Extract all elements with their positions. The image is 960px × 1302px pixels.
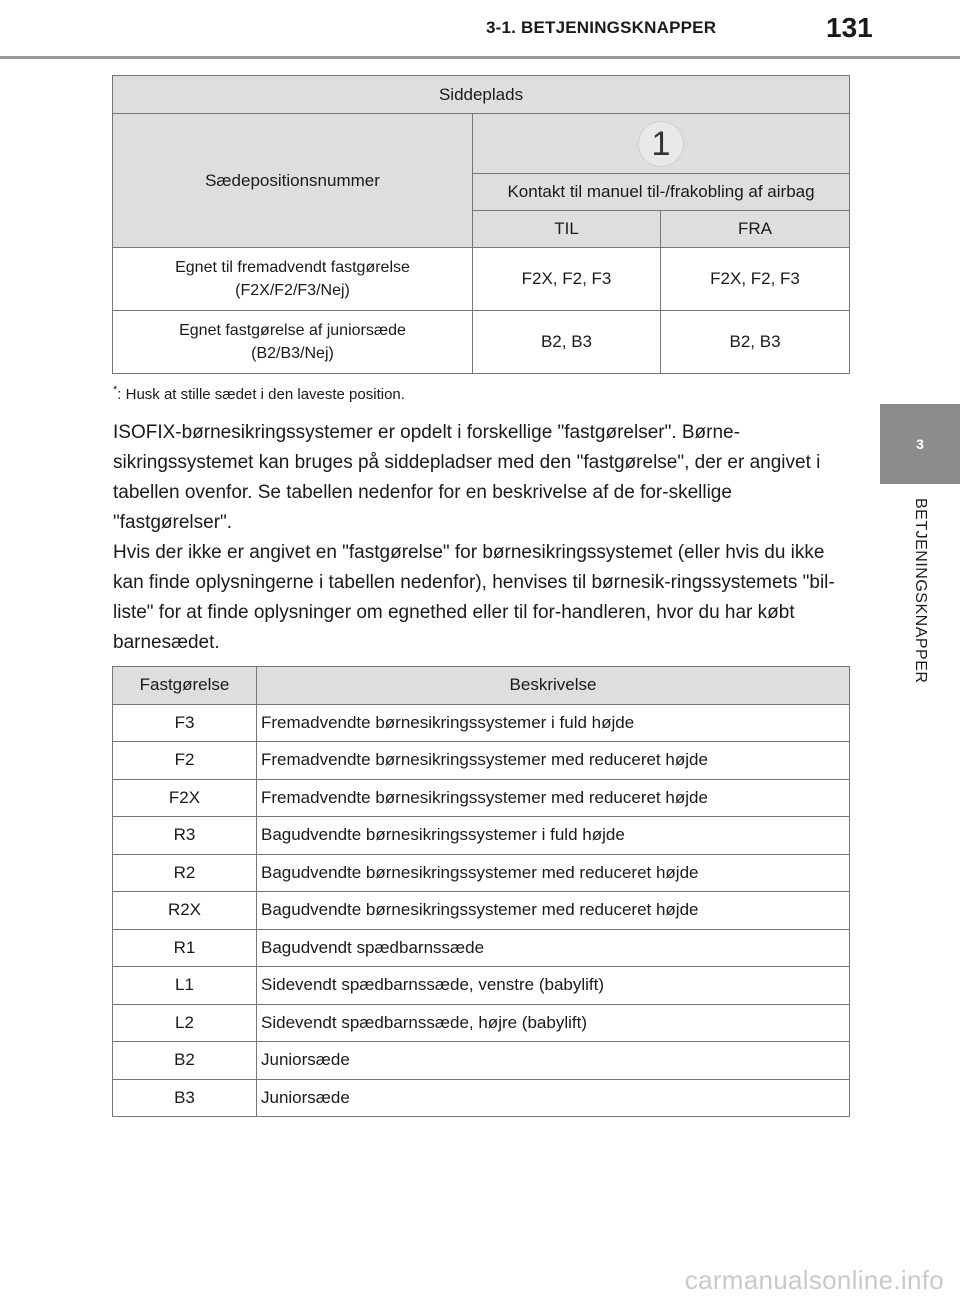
column-header-description: Beskrivelse	[257, 667, 850, 705]
fixture-code: R1	[113, 929, 257, 967]
seat-position-label: Sædepositionsnummer	[113, 114, 473, 248]
header-divider	[0, 56, 960, 59]
fixture-description: Bagudvendte børnesikringssystemer med reduceret højde	[257, 854, 850, 892]
fixture-description: Sidevendt spædbarnssæde, venstre (babylift)	[257, 967, 850, 1005]
section-title: 3-1. BETJENINGSKNAPPER	[486, 18, 717, 37]
chapter-tab[interactable]	[880, 404, 960, 484]
table-row	[113, 854, 850, 892]
table-row	[113, 1079, 850, 1117]
fixture-code: B2	[113, 1042, 257, 1080]
footnote	[113, 384, 405, 403]
chapter-number: 3	[916, 436, 924, 452]
column-header-fixture: Fastgørelse	[113, 667, 257, 705]
seat-number-badge: 1	[638, 121, 684, 167]
row-label-line1: Egnet fastgørelse af juniorsæde	[179, 322, 406, 339]
fixture-code: L2	[113, 1004, 257, 1042]
paragraph: Hvis der ikke er angivet en "fastgørelse" for børnesikringssystemet (eller hvis du ikke kan finde oplysningerne i tabellen nedenfor), henvises til børnesik-ringssystemets "bil-liste" for at finde oplysninger om egnethed eller til for-handleren, hvor du har købt barnesædet.	[113, 542, 835, 653]
watermark: carmanualsonline.info	[684, 1265, 944, 1295]
footnote-mark: *	[113, 384, 118, 396]
fixture-code: F2X	[113, 779, 257, 817]
fixture-description: Fremadvendte børnesikringssystemer med reduceret højde	[257, 742, 850, 780]
table-row	[113, 742, 850, 780]
chapter-label	[880, 484, 960, 784]
chapter-label-text: BETJENINGSKNAPPER	[912, 498, 929, 684]
table-row	[113, 1042, 850, 1080]
table-row	[113, 779, 850, 817]
row-label	[113, 248, 473, 311]
table-row	[113, 817, 850, 855]
airbag-switch-label: Kontakt til manuel til-/frakobling af airbag	[473, 174, 850, 211]
fixture-code: B3	[113, 1079, 257, 1117]
airbag-off-header: FRA	[661, 211, 850, 248]
fixture-code: L1	[113, 967, 257, 1005]
body-text	[113, 418, 848, 658]
fixture-code: F3	[113, 704, 257, 742]
row-label-line2: (B2/B3/Nej)	[251, 345, 334, 362]
fixture-description: Bagudvendte børnesikringssystemer i fuld højde	[257, 817, 850, 855]
fixture-code: F2	[113, 742, 257, 780]
table-row	[113, 704, 850, 742]
table-row	[113, 1004, 850, 1042]
fixture-description: Bagudvendte børnesikringssystemer med reduceret højde	[257, 892, 850, 930]
table-row	[113, 892, 850, 930]
footnote-text: : Husk at stille sædet i den laveste position.	[117, 386, 405, 403]
table-row	[113, 929, 850, 967]
fixture-table	[112, 666, 850, 1117]
fixture-code: R3	[113, 817, 257, 855]
seat-number-cell	[473, 114, 850, 174]
fixture-description: Sidevendt spædbarnssæde, højre (babylift)	[257, 1004, 850, 1042]
row-label-line2: (F2X/F2/F3/Nej)	[235, 282, 350, 299]
row-on-value: F2X, F2, F3	[473, 248, 661, 311]
fixture-code: R2	[113, 854, 257, 892]
fixture-description: Bagudvendt spædbarnssæde	[257, 929, 850, 967]
row-off-value: B2, B3	[661, 311, 850, 374]
row-label-line1: Egnet til fremadvendt fastgørelse	[175, 259, 410, 276]
page-number: 131	[826, 12, 873, 43]
table-header-row	[113, 667, 850, 705]
seat-position-table	[112, 75, 850, 374]
table-row	[113, 311, 850, 374]
table-row	[113, 248, 850, 311]
fixture-description: Juniorsæde	[257, 1079, 850, 1117]
table-row	[113, 967, 850, 1005]
row-off-value: F2X, F2, F3	[661, 248, 850, 311]
row-label	[113, 311, 473, 374]
fixture-description: Fremadvendte børnesikringssystemer med reduceret højde	[257, 779, 850, 817]
paragraph: ISOFIX-børnesikringssystemer er opdelt i forskellige "fastgørelser". Børne-sikringssystemet kan bruges på siddepladser med den "fastgørelse", der er angivet i tabellen ovenfor. Se tabellen nedenfor for en beskrivelse af de for-skellige "fastgørelser".	[113, 422, 821, 533]
row-on-value: B2, B3	[473, 311, 661, 374]
seat-table-caption: Siddeplads	[113, 76, 850, 114]
fixture-code: R2X	[113, 892, 257, 930]
fixture-description: Juniorsæde	[257, 1042, 850, 1080]
fixture-description: Fremadvendte børnesikringssystemer i fuld højde	[257, 704, 850, 742]
airbag-on-header: TIL	[473, 211, 661, 248]
